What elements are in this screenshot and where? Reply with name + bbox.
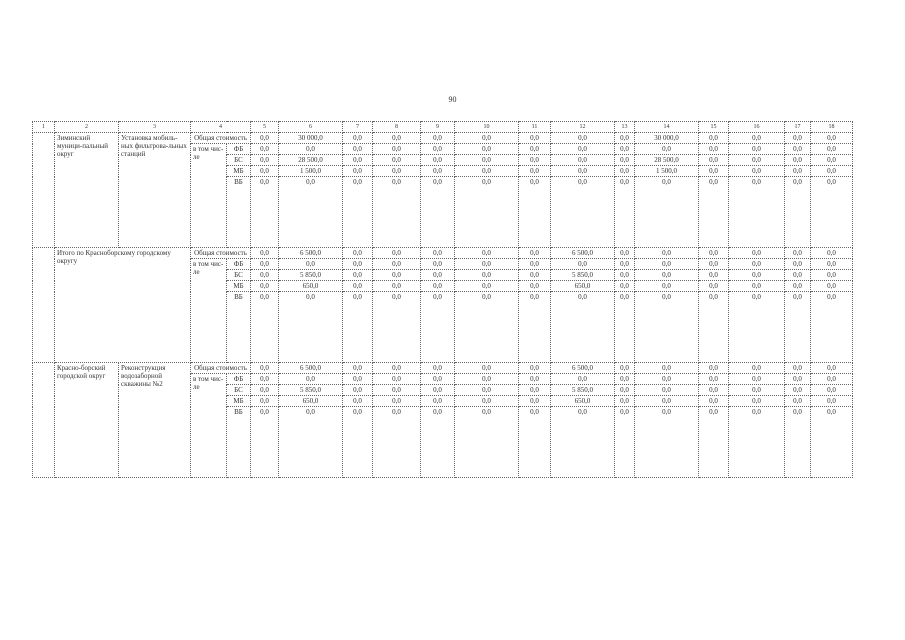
value-cell: 650,0: [551, 281, 615, 292]
value-cell: 0,0: [519, 292, 551, 363]
value-cell: 0,0: [455, 177, 519, 248]
column-header: 1: [33, 122, 55, 133]
value-cell: 0,0: [455, 396, 519, 407]
value-cell: 0,0: [251, 396, 279, 407]
value-cell: 0,0: [455, 363, 519, 374]
value-cell: 0,0: [699, 259, 729, 270]
value-cell: 0,0: [699, 248, 729, 259]
value-cell: 0,0: [519, 281, 551, 292]
column-header: 13: [615, 122, 635, 133]
value-cell: 0,0: [343, 363, 373, 374]
value-cell: 0,0: [421, 133, 455, 144]
value-cell: 6 500,0: [551, 363, 615, 374]
value-cell: 0,0: [729, 385, 785, 396]
source-label: БС: [227, 385, 251, 396]
value-cell: 0,0: [373, 374, 421, 385]
value-cell: 0,0: [635, 292, 699, 363]
value-cell: 0,0: [635, 407, 699, 478]
column-header: 8: [373, 122, 421, 133]
value-cell: 0,0: [279, 292, 343, 363]
value-cell: 0,0: [699, 407, 729, 478]
value-cell: 0,0: [373, 270, 421, 281]
value-cell: 650,0: [279, 396, 343, 407]
value-cell: 0,0: [811, 259, 853, 270]
object-name: Установка мобиль-ных фильтрова-льных станций: [119, 133, 191, 248]
value-cell: 0,0: [455, 407, 519, 478]
value-cell: 0,0: [373, 385, 421, 396]
value-cell: 0,0: [251, 259, 279, 270]
value-cell: 0,0: [421, 155, 455, 166]
value-cell: 0,0: [785, 248, 811, 259]
value-cell: 0,0: [615, 385, 635, 396]
source-label: БС: [227, 155, 251, 166]
value-cell: 0,0: [421, 166, 455, 177]
value-cell: 0,0: [635, 396, 699, 407]
column-header: 9: [421, 122, 455, 133]
table-row: [33, 248, 853, 259]
value-cell: 0,0: [279, 177, 343, 248]
row-number-cell: [33, 133, 55, 248]
value-cell: 5 850,0: [279, 385, 343, 396]
value-cell: 0,0: [421, 407, 455, 478]
value-cell: 1 500,0: [635, 166, 699, 177]
value-cell: 0,0: [373, 144, 421, 155]
value-cell: 0,0: [729, 177, 785, 248]
value-cell: 0,0: [373, 281, 421, 292]
value-cell: 0,0: [811, 248, 853, 259]
value-cell: 0,0: [635, 144, 699, 155]
value-cell: 0,0: [635, 248, 699, 259]
value-cell: 0,0: [251, 177, 279, 248]
source-label: ФБ: [227, 259, 251, 270]
value-cell: 5 850,0: [551, 270, 615, 281]
value-cell: 0,0: [421, 363, 455, 374]
value-cell: 0,0: [279, 374, 343, 385]
value-cell: 0,0: [421, 144, 455, 155]
value-cell: 0,0: [699, 396, 729, 407]
value-cell: 0,0: [519, 177, 551, 248]
value-cell: 0,0: [551, 155, 615, 166]
value-cell: 0,0: [635, 363, 699, 374]
value-cell: 0,0: [343, 292, 373, 363]
value-cell: 0,0: [699, 385, 729, 396]
value-cell: 0,0: [785, 407, 811, 478]
value-cell: 0,0: [343, 177, 373, 248]
including-label: в том чис-ле: [191, 144, 227, 248]
value-cell: 0,0: [729, 248, 785, 259]
value-cell: 0,0: [811, 144, 853, 155]
value-cell: 0,0: [729, 396, 785, 407]
value-cell: 0,0: [635, 177, 699, 248]
including-label: в том чис-ле: [191, 259, 227, 363]
value-cell: 0,0: [615, 374, 635, 385]
value-cell: 0,0: [635, 281, 699, 292]
value-cell: 0,0: [635, 270, 699, 281]
value-cell: 0,0: [699, 374, 729, 385]
value-cell: 0,0: [455, 259, 519, 270]
value-cell: 0,0: [373, 292, 421, 363]
value-cell: 0,0: [729, 155, 785, 166]
row-number-cell: [33, 363, 55, 478]
value-cell: 0,0: [615, 177, 635, 248]
value-cell: 6 500,0: [551, 248, 615, 259]
value-cell: 0,0: [811, 396, 853, 407]
value-cell: 0,0: [251, 155, 279, 166]
value-cell: 0,0: [811, 363, 853, 374]
value-cell: 0,0: [615, 133, 635, 144]
value-cell: 5 850,0: [551, 385, 615, 396]
budget-table: [32, 121, 853, 478]
value-cell: 0,0: [455, 281, 519, 292]
value-cell: 0,0: [421, 385, 455, 396]
including-label: в том чис-ле: [191, 374, 227, 478]
value-cell: 28 500,0: [635, 155, 699, 166]
value-cell: 0,0: [699, 155, 729, 166]
page-number: 90: [448, 95, 457, 104]
value-cell: 0,0: [729, 166, 785, 177]
value-cell: 0,0: [615, 166, 635, 177]
value-cell: 0,0: [251, 144, 279, 155]
value-cell: 0,0: [455, 166, 519, 177]
value-cell: 0,0: [785, 177, 811, 248]
value-cell: 0,0: [421, 248, 455, 259]
row-number-cell: [33, 248, 55, 363]
value-cell: 1 500,0: [279, 166, 343, 177]
column-header: 14: [635, 122, 699, 133]
value-cell: 0,0: [519, 374, 551, 385]
value-cell: 0,0: [615, 270, 635, 281]
value-cell: 0,0: [785, 144, 811, 155]
value-cell: 0,0: [279, 144, 343, 155]
value-cell: 0,0: [373, 155, 421, 166]
value-cell: 0,0: [519, 144, 551, 155]
value-cell: 0,0: [615, 407, 635, 478]
source-label: ВБ: [227, 407, 251, 478]
value-cell: 0,0: [729, 407, 785, 478]
value-cell: 0,0: [699, 144, 729, 155]
column-header: 2: [55, 122, 119, 133]
value-cell: 650,0: [279, 281, 343, 292]
value-cell: 0,0: [343, 374, 373, 385]
value-cell: 0,0: [551, 144, 615, 155]
value-cell: 0,0: [635, 374, 699, 385]
value-cell: 0,0: [455, 374, 519, 385]
value-cell: 0,0: [615, 259, 635, 270]
value-cell: 0,0: [615, 281, 635, 292]
value-cell: 0,0: [635, 385, 699, 396]
value-cell: 0,0: [373, 166, 421, 177]
value-cell: 0,0: [811, 385, 853, 396]
value-cell: 0,0: [785, 292, 811, 363]
source-label: МБ: [227, 281, 251, 292]
column-header: 17: [785, 122, 811, 133]
value-cell: 0,0: [251, 133, 279, 144]
value-cell: 6 500,0: [279, 363, 343, 374]
value-cell: 0,0: [785, 396, 811, 407]
value-cell: 0,0: [343, 144, 373, 155]
value-cell: 0,0: [421, 374, 455, 385]
value-cell: 0,0: [455, 133, 519, 144]
value-cell: 0,0: [251, 407, 279, 478]
value-cell: 0,0: [251, 281, 279, 292]
value-cell: 0,0: [615, 155, 635, 166]
value-cell: 0,0: [343, 407, 373, 478]
value-cell: 0,0: [811, 407, 853, 478]
value-cell: 0,0: [343, 155, 373, 166]
value-cell: 0,0: [343, 396, 373, 407]
value-cell: 0,0: [729, 292, 785, 363]
value-cell: 0,0: [551, 166, 615, 177]
value-cell: 0,0: [519, 248, 551, 259]
value-cell: 0,0: [251, 292, 279, 363]
value-cell: 0,0: [421, 177, 455, 248]
value-cell: 0,0: [785, 385, 811, 396]
value-cell: 0,0: [811, 281, 853, 292]
value-cell: 0,0: [373, 248, 421, 259]
value-cell: 0,0: [785, 166, 811, 177]
column-header: 4: [191, 122, 251, 133]
value-cell: 30 000,0: [279, 133, 343, 144]
column-header: 10: [455, 122, 519, 133]
value-cell: 0,0: [279, 259, 343, 270]
value-cell: 0,0: [519, 396, 551, 407]
value-cell: 0,0: [519, 385, 551, 396]
value-cell: 0,0: [251, 270, 279, 281]
value-cell: 0,0: [699, 177, 729, 248]
value-cell: 0,0: [251, 248, 279, 259]
district-name: Зиминский муници-пальный округ: [55, 133, 119, 248]
value-cell: 0,0: [699, 363, 729, 374]
value-cell: 0,0: [519, 407, 551, 478]
total-cost-label: Общая стоимость: [191, 133, 251, 144]
value-cell: 0,0: [251, 363, 279, 374]
district-name: Красно-борский городской округ: [55, 363, 119, 478]
value-cell: 0,0: [251, 385, 279, 396]
source-label: БС: [227, 270, 251, 281]
value-cell: 0,0: [519, 155, 551, 166]
value-cell: 0,0: [811, 270, 853, 281]
column-header: 5: [251, 122, 279, 133]
value-cell: 0,0: [699, 270, 729, 281]
value-cell: 0,0: [421, 259, 455, 270]
value-cell: 0,0: [373, 407, 421, 478]
value-cell: 0,0: [811, 292, 853, 363]
value-cell: 0,0: [729, 363, 785, 374]
value-cell: 0,0: [785, 281, 811, 292]
total-cost-label: Общая стоимость: [191, 363, 251, 374]
column-header: 18: [811, 122, 853, 133]
value-cell: 0,0: [519, 166, 551, 177]
total-cost-label: Общая стоимость: [191, 248, 251, 259]
value-cell: 0,0: [343, 166, 373, 177]
section-title: Итого по Красноборскому городскому округу: [55, 248, 191, 363]
value-cell: 0,0: [519, 363, 551, 374]
value-cell: 0,0: [279, 407, 343, 478]
value-cell: 0,0: [373, 259, 421, 270]
value-cell: 0,0: [729, 144, 785, 155]
value-cell: 0,0: [811, 133, 853, 144]
value-cell: 0,0: [729, 374, 785, 385]
value-cell: 0,0: [343, 133, 373, 144]
value-cell: 0,0: [373, 177, 421, 248]
value-cell: 0,0: [455, 292, 519, 363]
value-cell: 0,0: [729, 270, 785, 281]
value-cell: 0,0: [615, 248, 635, 259]
value-cell: 28 500,0: [279, 155, 343, 166]
value-cell: 0,0: [455, 144, 519, 155]
value-cell: 0,0: [455, 155, 519, 166]
value-cell: 0,0: [635, 259, 699, 270]
value-cell: 0,0: [519, 270, 551, 281]
value-cell: 5 850,0: [279, 270, 343, 281]
value-cell: 0,0: [785, 374, 811, 385]
value-cell: 0,0: [785, 133, 811, 144]
value-cell: 0,0: [519, 259, 551, 270]
source-label: ВБ: [227, 292, 251, 363]
value-cell: 0,0: [785, 270, 811, 281]
value-cell: 0,0: [729, 281, 785, 292]
source-label: МБ: [227, 396, 251, 407]
value-cell: 0,0: [615, 292, 635, 363]
column-header: 12: [551, 122, 615, 133]
value-cell: 0,0: [811, 177, 853, 248]
value-cell: 0,0: [421, 292, 455, 363]
column-header: 15: [699, 122, 729, 133]
value-cell: 0,0: [343, 248, 373, 259]
value-cell: 0,0: [615, 144, 635, 155]
value-cell: 0,0: [551, 259, 615, 270]
column-header: 6: [279, 122, 343, 133]
value-cell: 0,0: [699, 292, 729, 363]
value-cell: 0,0: [343, 259, 373, 270]
value-cell: 0,0: [421, 270, 455, 281]
value-cell: 0,0: [373, 396, 421, 407]
column-header: 16: [729, 122, 785, 133]
value-cell: 0,0: [699, 281, 729, 292]
value-cell: 0,0: [455, 385, 519, 396]
source-label: ФБ: [227, 144, 251, 155]
value-cell: 0,0: [455, 270, 519, 281]
table-row: [33, 363, 853, 374]
source-label: ФБ: [227, 374, 251, 385]
value-cell: 0,0: [785, 363, 811, 374]
value-cell: 0,0: [551, 177, 615, 248]
value-cell: 0,0: [421, 396, 455, 407]
value-cell: 650,0: [551, 396, 615, 407]
value-cell: 0,0: [811, 166, 853, 177]
source-label: МБ: [227, 166, 251, 177]
value-cell: 0,0: [519, 133, 551, 144]
value-cell: 0,0: [373, 363, 421, 374]
column-header: 11: [519, 122, 551, 133]
value-cell: 0,0: [343, 281, 373, 292]
value-cell: 6 500,0: [279, 248, 343, 259]
value-cell: 0,0: [421, 281, 455, 292]
value-cell: 0,0: [551, 292, 615, 363]
value-cell: 0,0: [551, 407, 615, 478]
value-cell: 0,0: [343, 270, 373, 281]
header-row: [33, 122, 853, 133]
value-cell: 0,0: [615, 363, 635, 374]
value-cell: 0,0: [729, 259, 785, 270]
value-cell: 0,0: [729, 133, 785, 144]
source-label: ВБ: [227, 177, 251, 248]
column-header: 7: [343, 122, 373, 133]
value-cell: 0,0: [785, 259, 811, 270]
value-cell: 0,0: [699, 166, 729, 177]
value-cell: 0,0: [811, 374, 853, 385]
value-cell: 0,0: [785, 155, 811, 166]
value-cell: 0,0: [373, 133, 421, 144]
value-cell: 0,0: [551, 133, 615, 144]
table-row: [33, 133, 853, 144]
value-cell: 0,0: [455, 248, 519, 259]
value-cell: 0,0: [251, 166, 279, 177]
value-cell: 0,0: [551, 374, 615, 385]
column-header: 3: [119, 122, 191, 133]
value-cell: 0,0: [251, 374, 279, 385]
value-cell: 30 000,0: [635, 133, 699, 144]
object-name: Реконструкция водозаборной скважины №2: [119, 363, 191, 478]
value-cell: 0,0: [811, 155, 853, 166]
value-cell: 0,0: [699, 133, 729, 144]
value-cell: 0,0: [343, 385, 373, 396]
value-cell: 0,0: [615, 396, 635, 407]
